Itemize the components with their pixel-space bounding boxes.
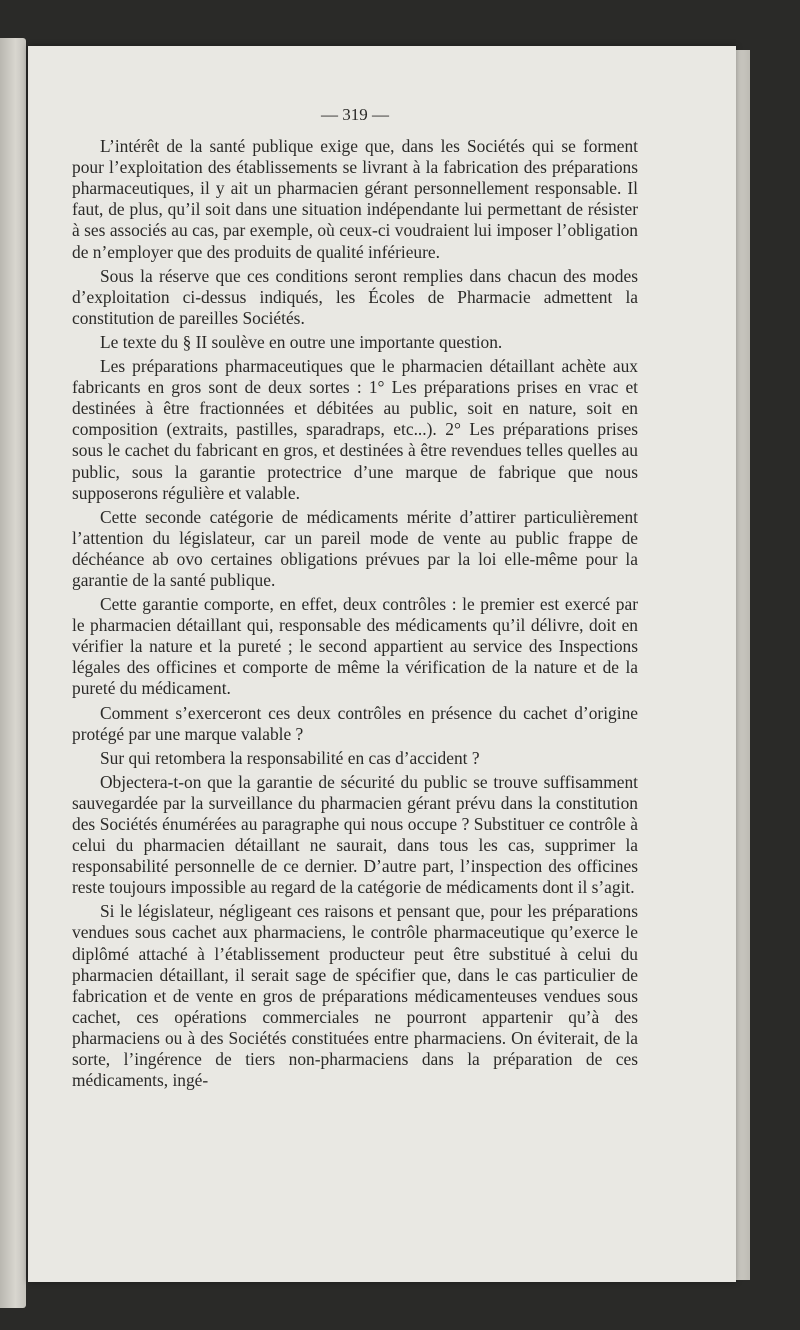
paragraph-3: Le texte du § II soulève en outre une importante question. bbox=[100, 331, 503, 352]
paragraph-5: Cette seconde catégorie de médicaments mérite d’attirer particulièrement l’attention du législateur, car un pareil mode de vente au public frappe de déchéance ab ovo certaines obligations prévues par la loi elle-même pour la garantie de la santé publique. bbox=[72, 506, 638, 590]
paragraph-2: Sous la réserve que ces conditions seront remplies dans chacun des modes d’exploitation ci-dessus indiqués, les Écoles de Pharmacie admettent la constitution de pareilles Sociétés. bbox=[72, 265, 638, 328]
paragraph-6: Cette garantie comporte, en effet, deux contrôles : le premier est exercé par le pharmacien détaillant qui, responsable des médicaments qu’il délivre, doit en vérifier la nature et la pureté ; le second appartient au service des Inspections légales des officines et comporte de même la vérification de la nature et de la pureté du médicament. bbox=[72, 594, 638, 699]
page-number: — 319 — bbox=[321, 105, 389, 124]
paragraph-8: Sur qui retombera la responsabilité en cas d’accident ? bbox=[100, 747, 480, 768]
page-text bbox=[72, 104, 638, 1094]
paragraph-1: L’intérêt de la santé publique exige que, dans les Sociétés qui se forment pour l’exploitation des établissements se livrant à la fabrication des préparations pharmaceutiques, il y ait un pharmacien gérant personnellement responsable. Il faut, de plus, qu’il soit dans une situation indépendante lui permettant de résister à ses associés au cas, par exemple, où ceux-ci voudraient lui imposer l’obligation de n’employer que des produits de qualité inférieure. bbox=[72, 136, 638, 262]
page-fore-edge bbox=[736, 50, 750, 1280]
paragraph-4: Les préparations pharmaceutiques que le pharmacien détaillant achète aux fabricants en gros sont de deux sortes : 1° Les préparations prises en vrac et destinées à être fractionnées et débitées au public, soit en nature, soit en composition (extraits, pastilles, sparadraps, etc...). 2° Les préparations prises sous le cachet du fabricant en gros, et destinées à être revendues telles quelles au public, sous la garantie protectrice d’une marque de fabrique que nous supposerons régulière et valable. bbox=[72, 356, 638, 503]
paragraph-7: Comment s’exerceront ces deux contrôles en présence du cachet d’origine protégé par une marque valable ? bbox=[72, 702, 638, 744]
paragraph-9: Objectera-t-on que la garantie de sécurité du public se trouve suffisamment sauvegardée par la surveillance du pharmacien gérant prévu dans la constitution des Sociétés énumérées au paragraphe qui nous occupe ? Substituer ce contrôle à celui du pharmacien détaillant ne saurait, dans tous les cas, supprimer la responsabilité personnelle de ce dernier. D’autre part, l’inspection des officines reste toujours impossible au regard de la catégorie de médicaments dont il s’agit. bbox=[72, 771, 638, 898]
paragraph-10: Si le législateur, négligeant ces raisons et pensant que, pour les préparations vendues sous cachet aux pharmaciens, le contrôle pharmaceutique qu’exerce le diplômé attaché à l’établissement producteur peut être substitué à celui du pharmacien détaillant, il serait sage de spécifier que, dans le cas particulier de fabrication et de vente en gros de préparations médicamenteuses vendues sous cachet, ces opérations commerciales ne pourront appartenir qu’à des pharmaciens ou à des Sociétés constituées entre pharmaciens. On éviterait, de la sorte, l’ingérence de tiers non-pharmaciens dans la préparation de ces médicaments, ingé- bbox=[72, 901, 638, 1091]
adjacent-page-edge bbox=[0, 38, 26, 1308]
